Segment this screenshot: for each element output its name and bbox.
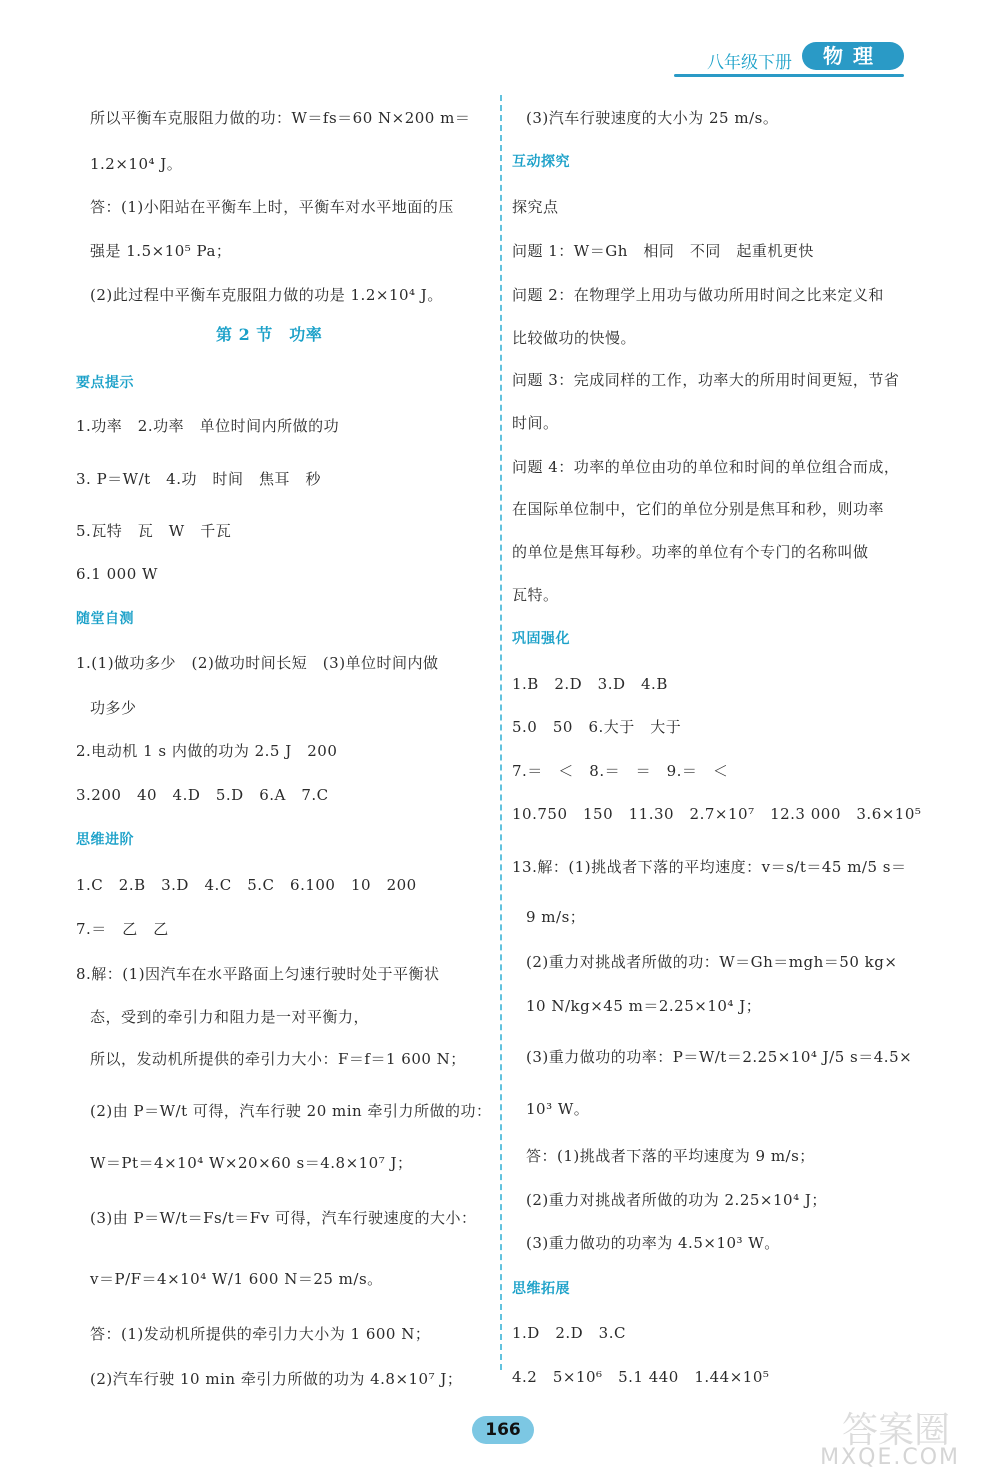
answer-line: (2)重力对挑战者所做的功：W＝Gh＝mgh＝50 kg× bbox=[526, 953, 898, 971]
section-heading: 思维进阶 bbox=[76, 832, 134, 848]
answer-line: 问题 3：完成同样的工作，功率大的所用时间更短，节省 bbox=[512, 371, 900, 389]
answer-line: 10 N/kg×45 m＝2.25×10⁴ J； bbox=[526, 997, 762, 1015]
answer-line: (3)汽车行驶速度的大小为 25 m/s。 bbox=[526, 109, 779, 127]
answer-line: 7.＝ 乙 乙 bbox=[76, 920, 169, 938]
answer-line: 4.2 5×10⁶ 5.1 440 1.44×10⁵ bbox=[512, 1368, 770, 1386]
answer-line: 的单位是焦耳每秒。功率的单位有个专门的名称叫做 bbox=[512, 543, 869, 561]
answer-line: 5.0 50 6.大于 大于 bbox=[512, 718, 682, 736]
answer-line: 3.200 40 4.D 5.D 6.A 7.C bbox=[76, 786, 329, 804]
section-title: 第 2 节 功率 bbox=[216, 325, 323, 344]
answer-line: v＝P/F＝4×10⁴ W/1 600 N＝25 m/s。 bbox=[90, 1270, 383, 1288]
answer-line: 9 m/s； bbox=[526, 908, 586, 926]
page-header bbox=[674, 40, 904, 80]
answer-line: (2)汽车行驶 10 min 牵引力所做的功为 4.8×10⁷ J； bbox=[90, 1370, 463, 1388]
header-rule bbox=[674, 74, 904, 77]
answer-line: (2)重力对挑战者所做的功为 2.25×10⁴ J； bbox=[526, 1191, 827, 1209]
answer-line: 答：(1)挑战者下落的平均速度为 9 m/s； bbox=[526, 1147, 815, 1165]
answer-line: 7.＝ ＜ 8.＝ ＝ 9.＝ ＜ bbox=[512, 762, 729, 780]
column-divider bbox=[500, 95, 502, 1370]
text-line: (2)此过程中平衡车克服阻力做的功是 1.2×10⁴ J。 bbox=[90, 286, 443, 304]
watermark-logo: 答案圈 bbox=[841, 1410, 950, 1451]
answer-line: (2)由 P＝W/t 可得，汽车行驶 20 min 牵引力所做的功： bbox=[90, 1102, 492, 1120]
answer-line: 所以，发动机所提供的牵引力大小：F＝f＝1 600 N； bbox=[90, 1050, 466, 1068]
answer-line: W＝Pt＝4×10⁴ W×20×60 s＝4.8×10⁷ J； bbox=[90, 1154, 413, 1172]
subject-badge: 物理 bbox=[802, 42, 904, 70]
section-heading: 互动探究 bbox=[512, 154, 570, 170]
text-line: 1.2×10⁴ J。 bbox=[90, 155, 183, 173]
answer-line: 10.750 150 11.30 2.7×10⁷ 12.3 000 3.6×10⁵ bbox=[512, 805, 922, 823]
answer-line: 答：(1)发动机所提供的牵引力大小为 1 600 N； bbox=[90, 1325, 431, 1343]
answer-line: 10³ W。 bbox=[526, 1100, 590, 1118]
answer-line: 1.功率 2.功率 单位时间内所做的功 bbox=[76, 417, 340, 435]
watermark bbox=[780, 1400, 960, 1470]
answer-line: 问题 2：在物理学上用功与做功所用时间之比来定义和 bbox=[512, 286, 884, 304]
answer-line: 1.D 2.D 3.C bbox=[512, 1324, 626, 1342]
page-number: 166 bbox=[472, 1416, 534, 1444]
answer-line: 13.解：(1)挑战者下落的平均速度：v＝s/t＝45 m/5 s＝ bbox=[512, 858, 907, 876]
answer-line: 探究点 bbox=[512, 198, 559, 216]
answer-line: 2.电动机 1 s 内做的功为 2.5 J 200 bbox=[76, 742, 338, 760]
section-heading: 随堂自测 bbox=[76, 611, 134, 627]
answer-line: 1.B 2.D 3.D 4.B bbox=[512, 675, 668, 693]
text-line: 强是 1.5×10⁵ Pa； bbox=[90, 242, 232, 260]
answer-line: (3)重力做功的功率为 4.5×10³ W。 bbox=[526, 1234, 780, 1252]
text-line: 所以平衡车克服阻力做的功：W＝fs＝60 N×200 m＝ bbox=[90, 109, 471, 127]
answer-line: 5.瓦特 瓦 W 千瓦 bbox=[76, 522, 232, 540]
text-line: 答：(1)小阳站在平衡车上时，平衡车对水平地面的压 bbox=[90, 198, 454, 216]
answer-line: 时间。 bbox=[512, 414, 559, 432]
answer-line: 问题 1：W＝Gh 相同 不同 起重机更快 bbox=[512, 242, 814, 260]
section-heading: 要点提示 bbox=[76, 375, 134, 391]
section-heading: 巩固强化 bbox=[512, 631, 570, 647]
answer-line: 问题 4：功率的单位由功的单位和时间的单位组合而成， bbox=[512, 458, 900, 476]
answer-line: 在国际单位制中，它们的单位分别是焦耳和秒，则功率 bbox=[512, 500, 885, 518]
answer-line: 瓦特。 bbox=[512, 586, 559, 604]
answer-line: (3)由 P＝W/t＝Fs/t＝Fv 可得，汽车行驶速度的大小： bbox=[90, 1209, 477, 1227]
answer-line: 1.(1)做功多少 (2)做功时间长短 (3)单位时间内做 bbox=[76, 654, 439, 672]
answer-line: 1.C 2.B 3.D 4.C 5.C 6.100 10 200 bbox=[76, 876, 417, 894]
answer-line: (3)重力做功的功率：P＝W/t＝2.25×10⁴ J/5 s＝4.5× bbox=[526, 1048, 913, 1066]
watermark-url: MXQE.COM bbox=[820, 1445, 960, 1470]
answer-line: 比较做功的快慢。 bbox=[512, 329, 637, 347]
answer-line: 功多少 bbox=[90, 699, 137, 717]
answer-line: 6.1 000 W bbox=[76, 565, 158, 583]
grade-label: 八年级下册 bbox=[707, 53, 792, 73]
answer-line: 8.解：(1)因汽车在水平路面上匀速行驶时处于平衡状 bbox=[76, 965, 440, 983]
answer-line: 3. P＝W/t 4.功 时间 焦耳 秒 bbox=[76, 470, 321, 488]
answer-line: 态，受到的牵引力和阻力是一对平衡力， bbox=[90, 1008, 370, 1026]
section-heading: 思维拓展 bbox=[512, 1281, 570, 1297]
